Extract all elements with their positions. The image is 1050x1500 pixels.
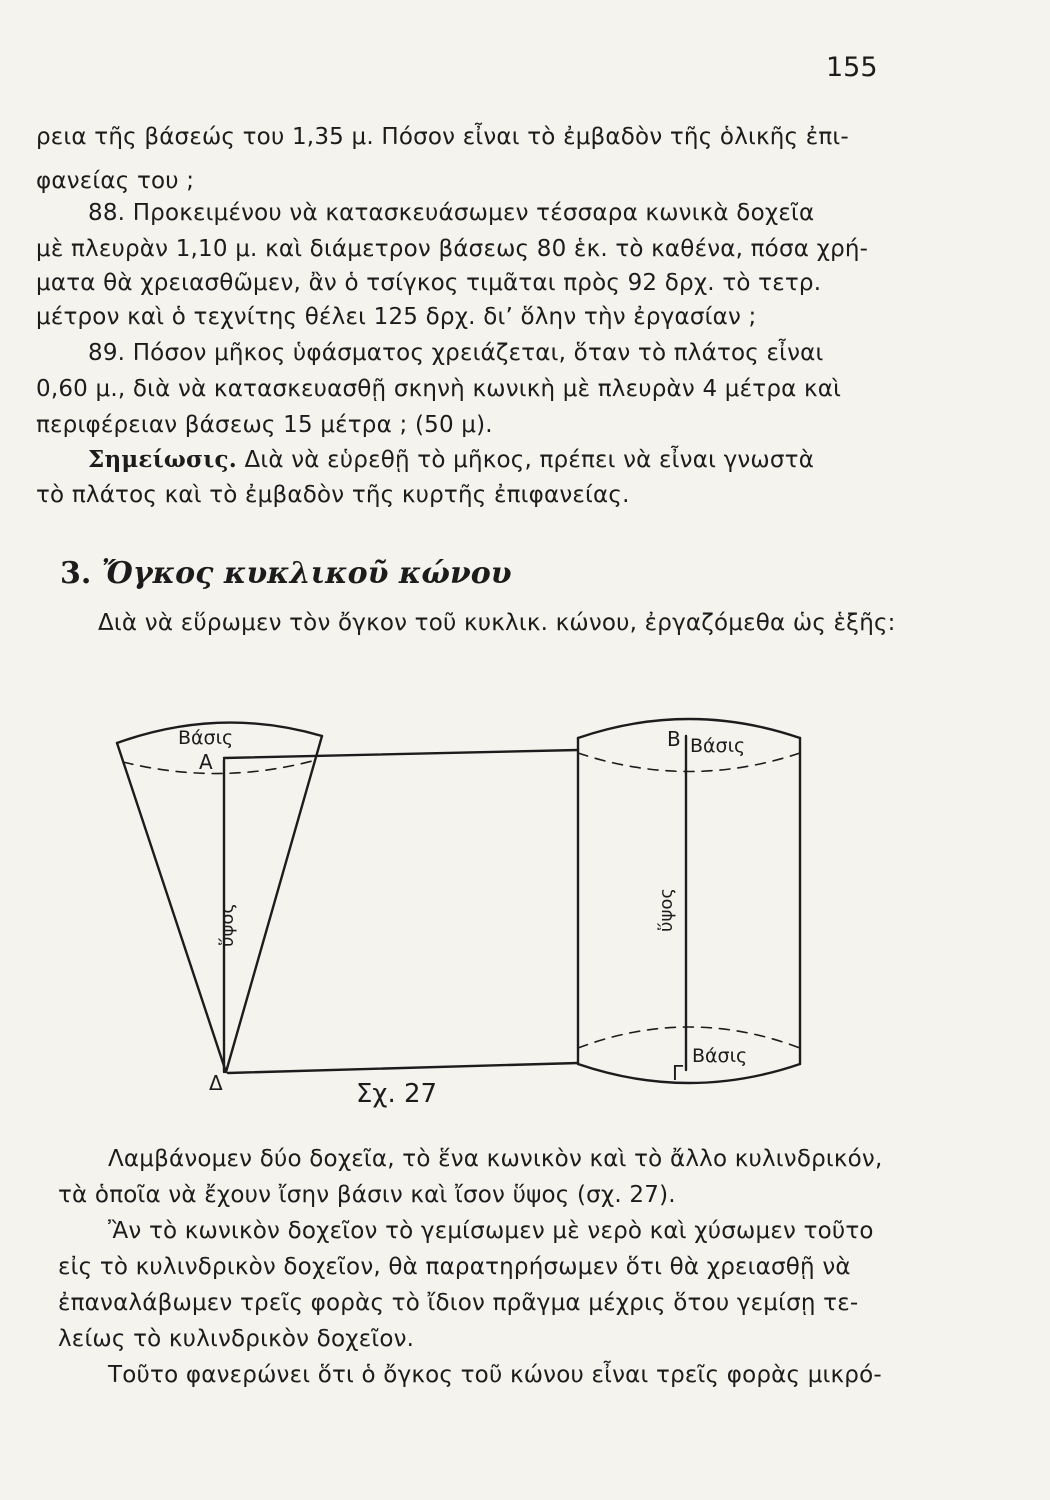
connector-bottom-line (228, 1063, 578, 1073)
cone-base-label: Βάσις (178, 727, 234, 749)
cylinder-bottom-arc (578, 1064, 800, 1083)
text-line: Τοῦτο φανερώνει ὅτι ὁ ὄγκος τοῦ κώνου εἶναι τρεῖς φορὰς μικρό- (108, 1362, 882, 1388)
text-line: ἐπαναλάβωμεν τρεῖς φορὰς τὸ ἴδιον πρᾶγμα μέχρις ὅτου γεμίσῃ τε- (58, 1290, 859, 1316)
cylinder-top-base-label: Βάσις (690, 735, 746, 757)
cylinder-bottom-base-label: Βάσις (692, 1045, 748, 1067)
text-line: ματα θὰ χρειασθῶμεν, ἂν ὁ τσίγκος τιμᾶται πρὸς 92 δρχ. τὸ τετρ. (36, 270, 822, 296)
text-line: περιφέρειαν βάσεως 15 μέτρα ; (50 μ). (36, 412, 493, 438)
text-line: Ἂν τὸ κωνικὸν δοχεῖον τὸ γεμίσωμεν μὲ νερὸ καὶ χύσωμεν τοῦτο (108, 1218, 874, 1244)
cone-base-hidden-arc (123, 760, 316, 774)
cylinder-bottom-hidden-arc (578, 1027, 800, 1048)
note-label: Σημείωσις. (88, 446, 237, 473)
text-line: 88. Προκειμένου νὰ κατασκευάσωμεν τέσσαρα κωνικὰ δοχεῖα (88, 200, 815, 226)
connector-top-line (224, 750, 578, 758)
cylinder-height-label: ὕψος (656, 888, 677, 932)
page-number: 155 (826, 52, 878, 83)
text-line: μὲ πλευρὰν 1,10 μ. καὶ διάμετρον βάσεως 80 ἑκ. τὸ καθένα, πόσα χρή- (36, 236, 869, 262)
text-line: 89. Πόσον μῆκος ὑφάσματος χρειάζεται, ὅταν τὸ πλάτος εἶναι (88, 340, 824, 366)
text-line: τὸ πλάτος καὶ τὸ ἐμβαδὸν τῆς κυρτῆς ἐπιφανείας. (36, 482, 630, 508)
text-line: Διὰ νὰ εὕρωμεν τὸν ὄγκον τοῦ κυκλικ. κώνου, ἐργαζόμεθα ὡς ἑξῆς: (98, 610, 896, 636)
label-a: Α (199, 750, 213, 774)
text-line: φανείας του ; (36, 168, 195, 194)
cone-right-side (226, 736, 322, 1072)
label-d: Δ (209, 1071, 223, 1095)
note-text: Διὰ νὰ εὑρεθῇ τὸ μῆκος, πρέπει νὰ εἶναι γνωστὰ (236, 447, 815, 473)
cone-height-label: ὕψος (217, 903, 238, 947)
text-line: εἰς τὸ κυλινδρικὸν δοχεῖον, θὰ παρατηρήσωμεν ὅτι θὰ χρειασθῇ νὰ (58, 1254, 851, 1280)
label-b: Β (667, 727, 681, 751)
cone-left-side (117, 743, 226, 1072)
text-line: μέτρον καὶ ὁ τεχνίτης θέλει 125 δρχ. δι’ ὅλην τὴν ἐργασίαν ; (36, 304, 757, 330)
label-g: Γ (672, 1061, 684, 1085)
text-line: λείως τὸ κυλινδρικὸν δοχεῖον. (58, 1326, 415, 1352)
section-title: Ὄγκος κυκλικοῦ κώνου (101, 556, 512, 591)
text-line: 0,60 μ., διὰ νὰ κατασκευασθῇ σκηνὴ κωνικὴ μὲ πλευρὰν 4 μέτρα καὶ (36, 376, 842, 402)
text-line: ρεια τῆς βάσεώς του 1,35 μ. Πόσον εἶναι τὸ ἐμβαδὸν τῆς ὁλικῆς ἐπι- (36, 124, 849, 150)
text-line: Λαμβάνομεν δύο δοχεῖα, τὸ ἕνα κωνικὸν καὶ τὸ ἄλλο κυλινδρικόν, (108, 1146, 883, 1172)
section-number: 3. (60, 556, 92, 591)
cylinder-top-hidden-arc (578, 753, 800, 772)
text-line: τὰ ὁποῖα νὰ ἔχουν ἴσην βάσιν καὶ ἴσον ὕψος (σχ. 27). (58, 1182, 676, 1208)
figure-caption: Σχ. 27 (356, 1079, 438, 1109)
cylinder-top-arc (578, 719, 800, 738)
